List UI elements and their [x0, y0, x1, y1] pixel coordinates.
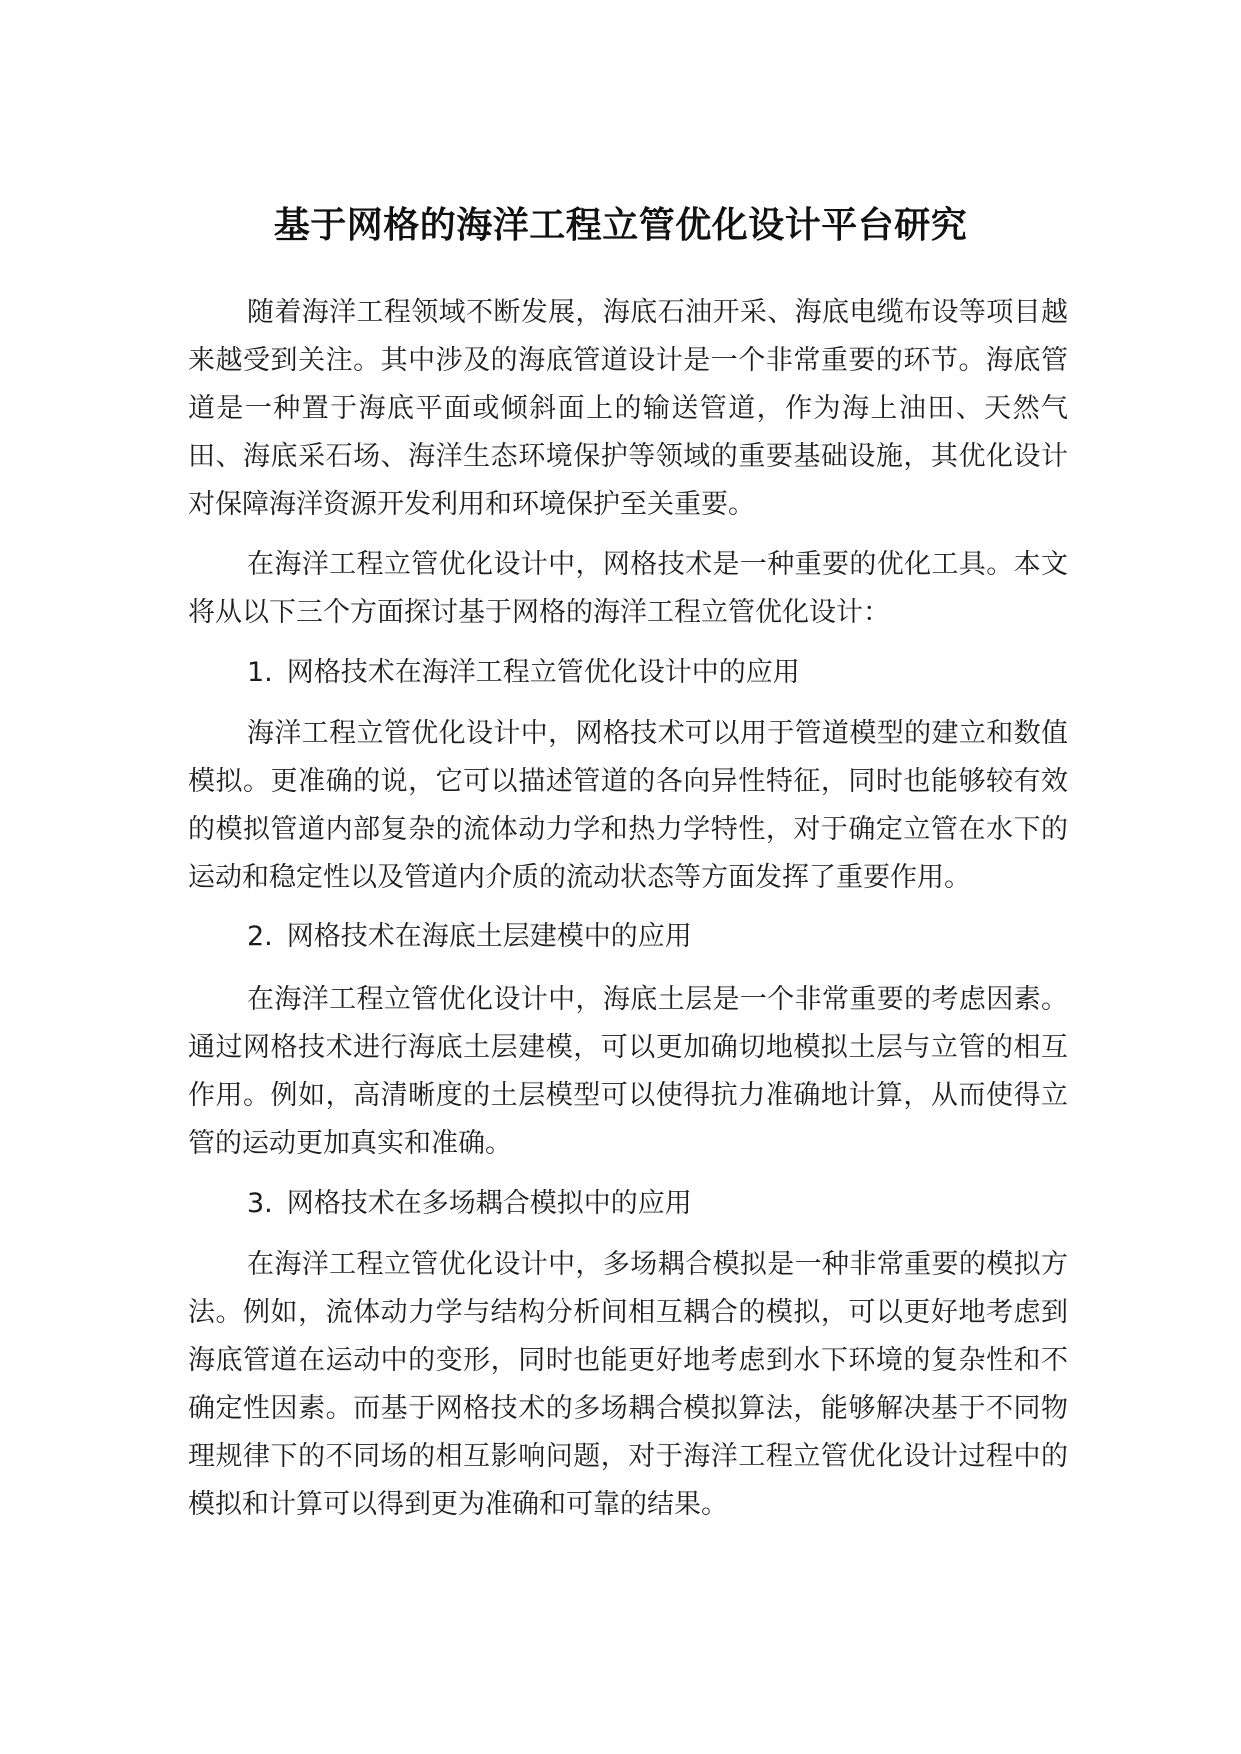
section-heading-2 — [247, 913, 1067, 961]
section-heading-text: 网格技术在多场耦合模拟中的应用 — [286, 1188, 692, 1219]
section-body-1: 海洋工程立管优化设计中，网格技术可以用于管道模型的建立和数值模拟。更准确的说，它可以描述管道的各向异性特征，同时也能够较有效的模拟管道内部复杂的流体动力学和热力学特性，对于确定立管在水下的运动和稳定性以及管道内介质的流动状态等方面发挥了重要作用。 — [188, 718, 1068, 893]
section-number: 3. — [247, 1188, 273, 1219]
section-heading-3 — [247, 1180, 1067, 1228]
section-number: 2. — [247, 921, 273, 952]
overview-paragraph: 在海洋工程立管优化设计中，网格技术是一种重要的优化工具。本文将从以下三个方面探讨基于网格的海洋工程立管优化设计： — [188, 549, 1068, 628]
section-heading-text: 网格技术在海底土层建模中的应用 — [286, 921, 692, 952]
section-body-3: 在海洋工程立管优化设计中，多场耦合模拟是一种非常重要的模拟方法。例如，流体动力学与结构分析间相互耦合的模拟，可以更好地考虑到海底管道在运动中的变形，同时也能更好地考虑到水下环境的复杂性和不确定性因素。而基于网格技术的多场耦合模拟算法，能够解决基于不同物理规律下的不同场的相互影响问题，对于海洋工程立管优化设计过程中的模拟和计算可以得到更为准确和可靠的结果。 — [188, 1249, 1068, 1520]
page-title: 基于网格的海洋工程立管优化设计平台研究 — [273, 205, 968, 247]
section-heading-text: 网格技术在海洋工程立管优化设计中的应用 — [286, 657, 800, 688]
section-body-2: 在海洋工程立管优化设计中，海底土层是一个非常重要的考虑因素。通过网格技术进行海底土层建模，可以更加确切地模拟土层与立管的相互作用。例如，高清晰度的土层模型可以使得抗力准确地计算，从而使得立管的运动更加真实和准确。 — [188, 984, 1068, 1159]
section-heading-1 — [247, 649, 1067, 697]
section-number: 1. — [247, 657, 273, 688]
intro-paragraph: 随着海洋工程领域不断发展，海底石油开采、海底电缆布设等项目越来越受到关注。其中涉及的海底管道设计是一个非常重要的环节。海底管道是一种置于海底平面或倾斜面上的输送管道，作为海上油田、天然气田、海底采石场、海洋生态环境保护等领域的重要基础设施，其优化设计对保障海洋资源开发利用和环境保护至关重要。 — [188, 297, 1068, 520]
